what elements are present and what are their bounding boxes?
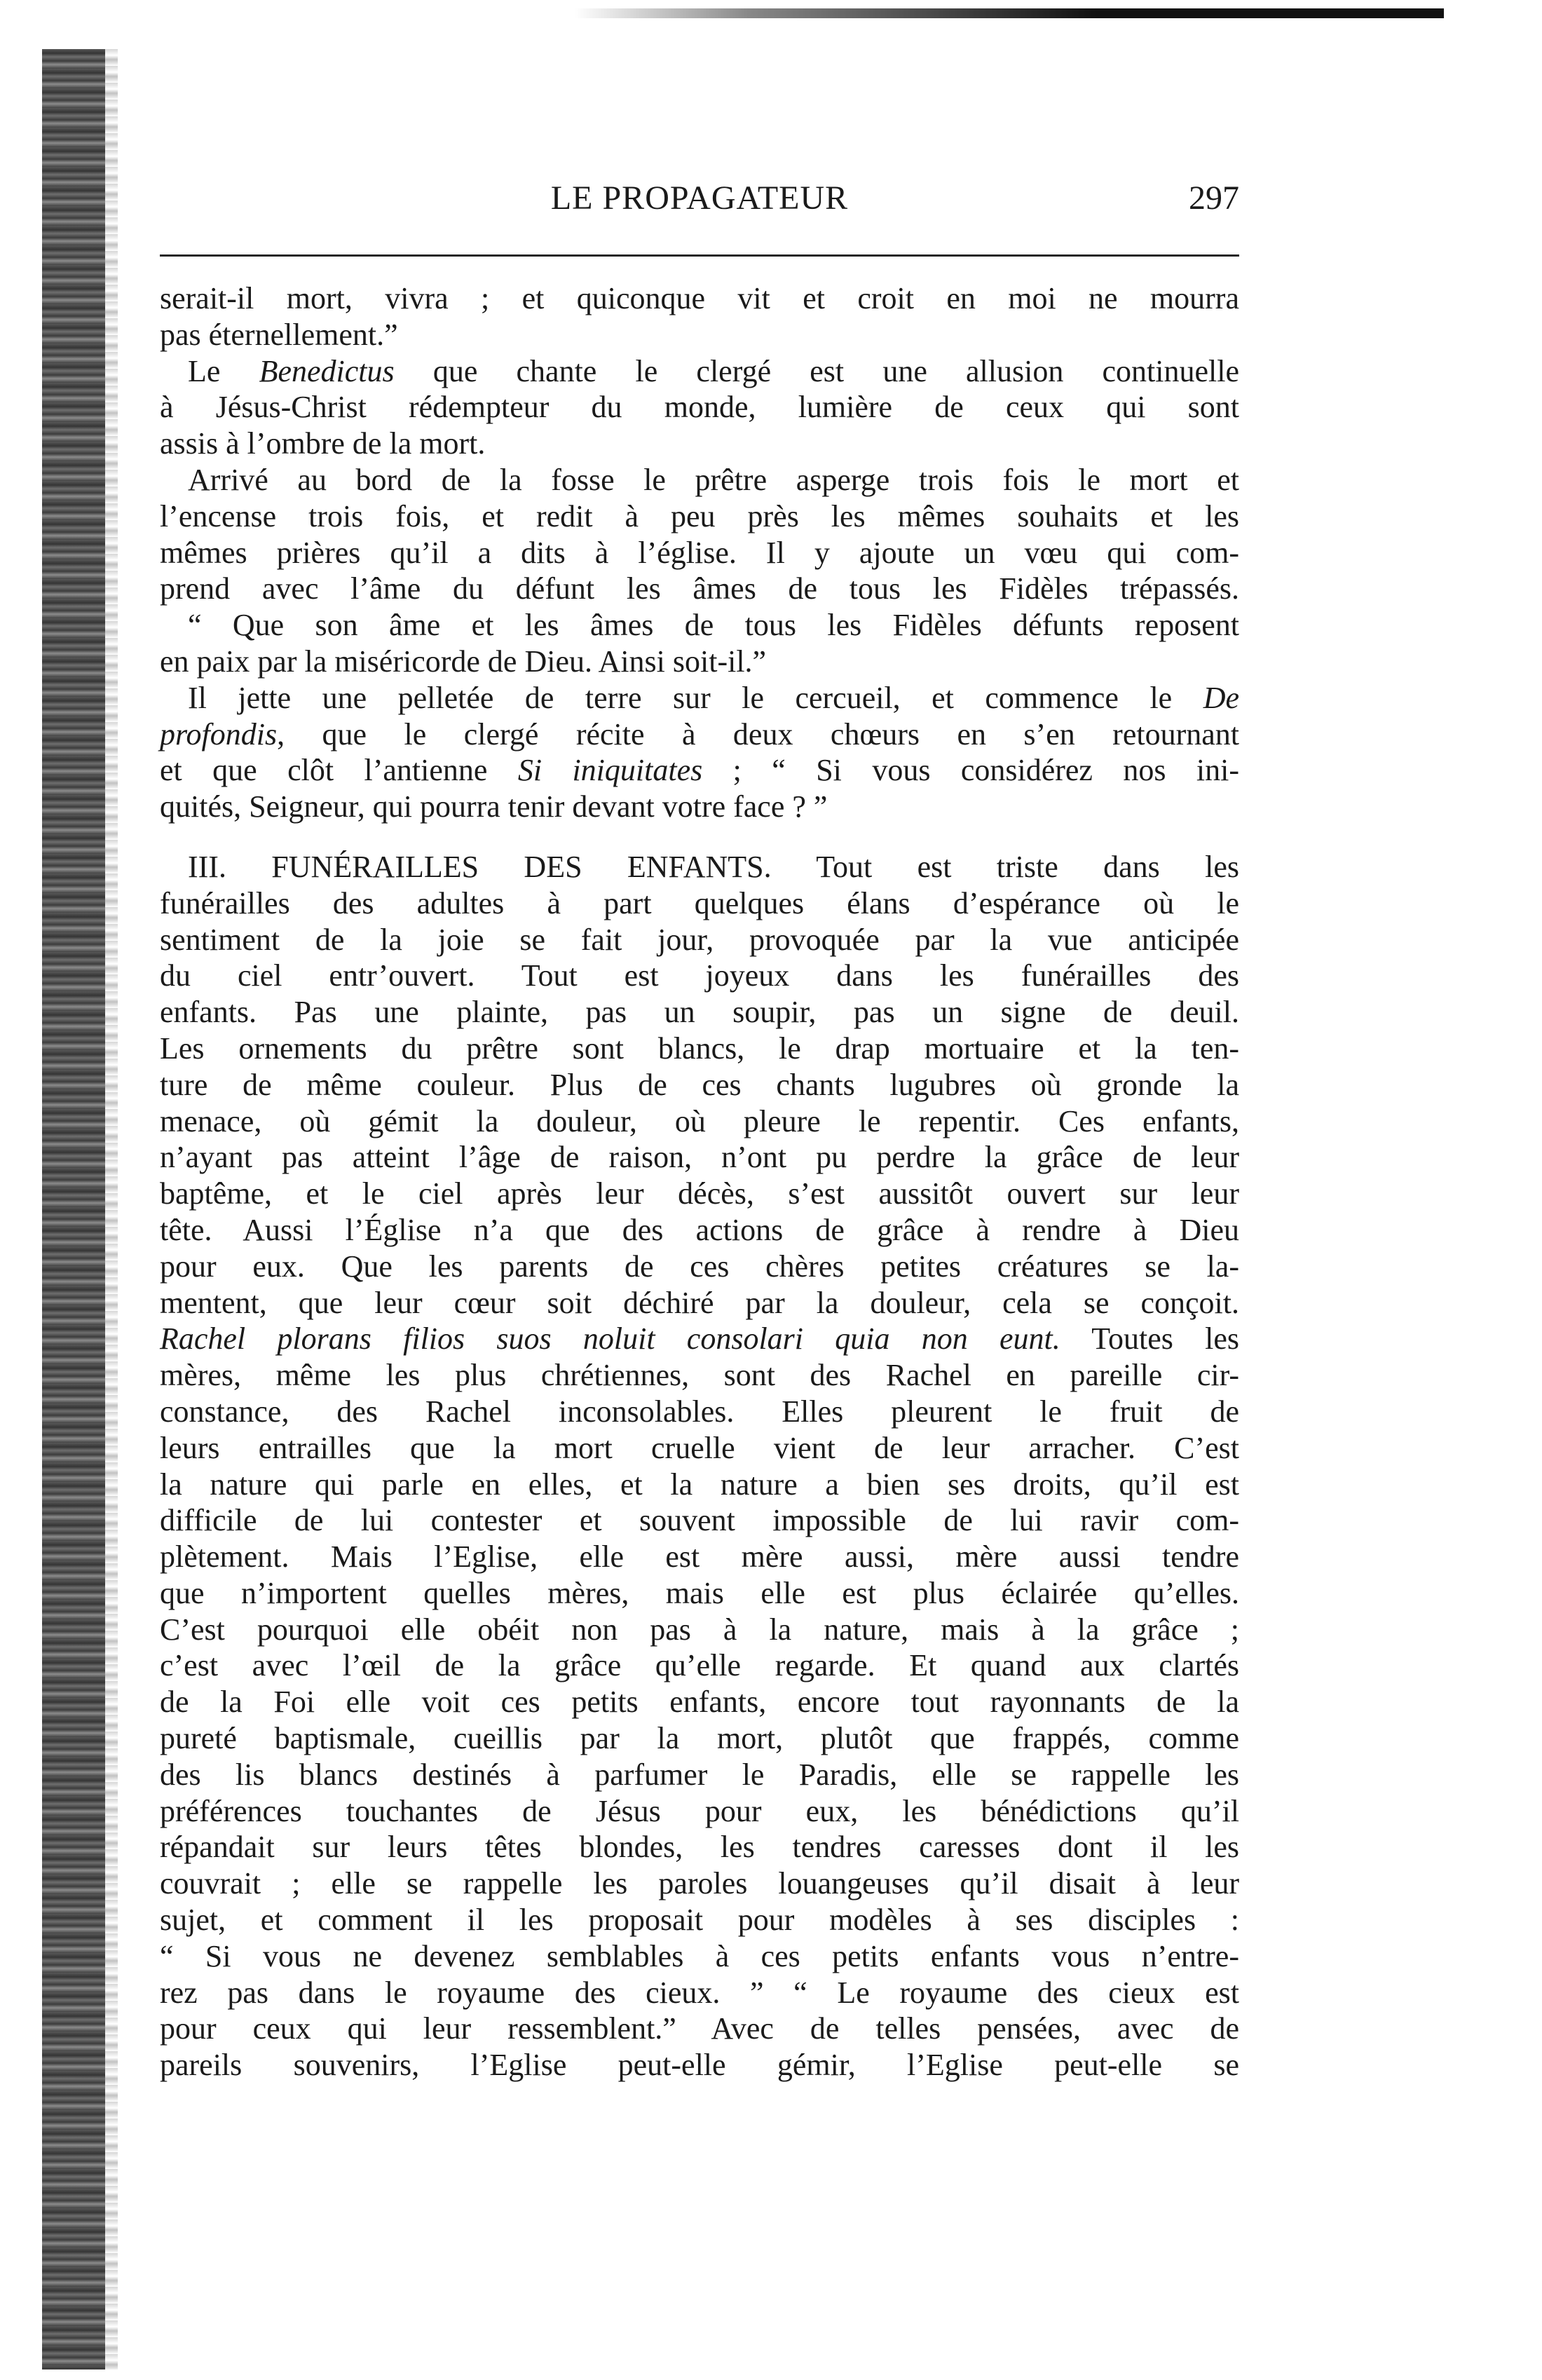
text-line: prend avec l’âme du défunt les âmes de tous les Fidèles trépassés. <box>160 571 1239 606</box>
italic-run: profondis <box>160 716 278 752</box>
text-line <box>160 752 1239 789</box>
text-run: que chante le clergé est une allusion continuelle <box>394 353 1240 388</box>
text-line: pareils souvenirs, l’Eglise peut-elle gémir, l’Eglise peut-elle se <box>160 2048 1239 2083</box>
body-text <box>160 280 1239 2083</box>
text-line: tête. Aussi l’Église n’a que des actions de grâce à rendre à Dieu <box>160 1212 1239 1247</box>
book-spine-edge <box>42 49 105 2369</box>
text-line: III. FUNÉRAILLES DES ENFANTS. Tout est triste dans les <box>188 849 1239 884</box>
text-line: assis à l’ombre de la mort. <box>160 426 486 461</box>
gutter-shadow <box>105 49 118 2369</box>
text-line: n’ayant pas atteint l’âge de raison, n’ont pu perdre la grâce de leur <box>160 1140 1239 1175</box>
text-line: plètement. Mais l’Eglise, elle est mère aussi, mère aussi tendre <box>160 1539 1239 1575</box>
text-line: constance, des Rachel inconsolables. Elles pleurent le fruit de <box>160 1394 1239 1429</box>
text-line: mêmes prières qu’il a dits à l’église. Il y ajoute un vœu qui com- <box>160 535 1239 570</box>
text-line: C’est pourquoi elle obéit non pas à la nature, mais à la grâce ; <box>160 1612 1239 1647</box>
text-line: difficile de lui contester et souvent impossible de lui ravir com- <box>160 1503 1239 1538</box>
text-line: pour eux. Que les parents de ces chères petites créatures se la- <box>160 1249 1239 1284</box>
text-line: enfants. Pas une plainte, pas un soupir, pas un signe de deuil. <box>160 995 1239 1030</box>
text-line: serait-il mort, vivra ; et quiconque vit et croit en moi ne mourra <box>160 281 1239 315</box>
text-line: l’encense trois fois, et redit à peu près les mêmes souhaits et les <box>160 498 1239 533</box>
text-line: quités, Seigneur, qui pourra tenir devant votre face ? ” <box>160 789 828 824</box>
text-line: leurs entrailles que la mort cruelle vient de leur arracher. C’est <box>160 1430 1239 1465</box>
text-line: des lis blancs destinés à parfumer le Paradis, elle se rappelle les <box>160 1757 1239 1792</box>
text-line: couvrait ; elle se rappelle les paroles louangeuses qu’il disait à leur <box>160 1866 1239 1901</box>
text-line: du ciel entr’ouvert. Tout est joyeux dans les funérailles des <box>160 958 1239 993</box>
text-line: “ Si vous ne devenez semblables à ces petits enfants vous n’entre- <box>160 1938 1239 1973</box>
text-line: préférences touchantes de Jésus pour eux, les bénédictions qu’il <box>160 1793 1239 1828</box>
text-line: “ Que son âme et les âmes de tous les Fidèles défunts reposent <box>188 608 1239 643</box>
text-run: Toutes les <box>1060 1321 1240 1356</box>
text-line: à Jésus-Christ rédempteur du monde, lumière de ceux qui sont <box>160 390 1239 425</box>
text-line <box>160 680 1239 716</box>
text-line: Arrivé au bord de la fosse le prêtre asperge trois fois le mort et <box>188 462 1239 497</box>
text-line: de la Foi elle voit ces petits enfants, encore tout rayonnants de la <box>160 1685 1239 1720</box>
text-run: ; “ Si vous considérez nos ini- <box>702 753 1240 788</box>
italic-run: Rachel plorans filios suos noluit consolari quia non eunt. <box>160 1321 1060 1356</box>
italic-run: De <box>1203 680 1239 715</box>
running-title: LE PROPAGATEUR <box>550 179 849 217</box>
text-line: baptême, et le ciel après leur décès, s’est aussitôt ouvert sur leur <box>160 1176 1239 1211</box>
text-line: rez pas dans le royaume des cieux. ” “ Le royaume des cieux est <box>160 1975 1239 2010</box>
text-line: la nature qui parle en elles, et la nature a bien ses droits, qu’il est <box>160 1467 1239 1502</box>
text-line: ture de même couleur. Plus de ces chants lugubres où gronde la <box>160 1067 1239 1102</box>
text-run: et que clôt l’antienne <box>160 753 518 788</box>
text-line: sujet, et comment il les proposait pour modèles à ses disciples : <box>160 1903 1239 1938</box>
text-line <box>160 353 1239 390</box>
text-line <box>160 1321 1239 1357</box>
page-header <box>160 179 1239 221</box>
text-line: c’est avec l’œil de la grâce qu’elle regarde. Et quand aux clartés <box>160 1648 1239 1683</box>
page-number: 297 <box>1189 179 1239 217</box>
text-line: pureté baptismale, cueillis par la mort, plutôt que frappés, comme <box>160 1721 1239 1756</box>
text-line: mentent, que leur cœur soit déchiré par la douleur, cela se conçoit. <box>160 1285 1239 1320</box>
text-line: menace, où gémit la douleur, où pleure le repentir. Ces enfants, <box>160 1103 1239 1138</box>
italic-run: Benedictus <box>259 353 395 388</box>
text-run: Le <box>188 353 259 388</box>
italic-run: Si iniquitates <box>517 753 703 788</box>
header-rule <box>160 254 1239 257</box>
text-line: répandait sur leurs têtes blondes, les tendres caresses dont il les <box>160 1830 1239 1865</box>
text-run: Il jette une pelletée de terre sur le cercueil, et commence le <box>188 680 1203 715</box>
top-scan-rule <box>575 8 1444 18</box>
text-line: pas éternellement.” <box>160 317 398 352</box>
text-line: funérailles des adultes à part quelques élans d’espérance où le <box>160 885 1239 920</box>
text-line <box>160 716 1239 753</box>
text-line: pour ceux qui leur ressemblent.” Avec de telles pensées, avec de <box>160 2011 1239 2046</box>
text-run: , que le clergé récite à deux chœurs en s’en retournant <box>277 716 1239 752</box>
text-line: mères, même les plus chrétiennes, sont des Rachel en pareille cir- <box>160 1358 1239 1393</box>
text-line: Les ornements du prêtre sont blancs, le drap mortuaire et la ten- <box>160 1031 1239 1066</box>
text-line: sentiment de la joie se fait jour, provoquée par la vue anticipée <box>160 922 1239 957</box>
text-line: en paix par la miséricorde de Dieu. Ainsi soit-il.” <box>160 644 767 679</box>
text-line: que n’importent quelles mères, mais elle est plus éclairée qu’elles. <box>160 1575 1239 1610</box>
